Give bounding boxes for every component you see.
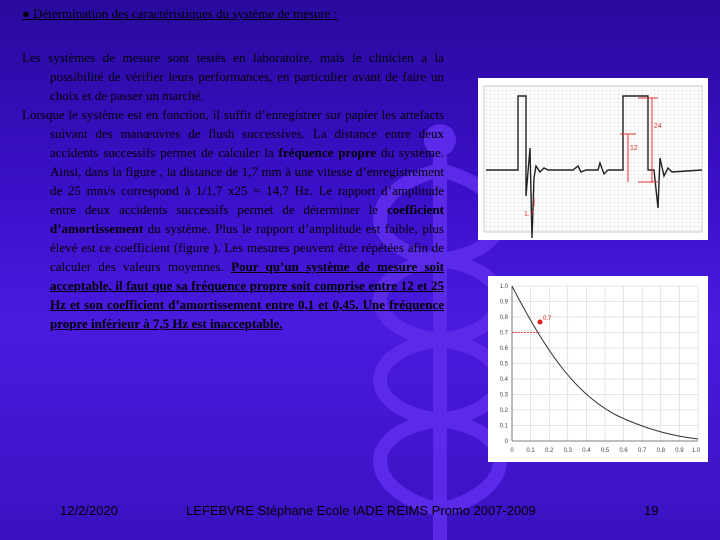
slide-body — [22, 48, 444, 333]
label-1-7: 1.7 — [524, 211, 534, 218]
term-natural-frequency: fréquence propre — [278, 145, 377, 160]
y-tick-0-1: 0.1 — [499, 423, 508, 430]
x-tick-1-0: 1.0 — [691, 448, 701, 454]
term-damping-coefficient: coefficient d’amortissement — [50, 202, 444, 236]
y-tick-0-9: 0.9 — [499, 299, 508, 306]
x-tick-0-9: 0.9 — [675, 448, 684, 454]
marker-point — [538, 320, 543, 325]
footer-date: 12/2/2020 — [60, 503, 118, 518]
y-tick-0: 0 — [504, 439, 508, 445]
y-tick-0-3: 0.3 — [499, 392, 508, 399]
damping-curve-graph — [488, 276, 708, 462]
x-tick-0-7: 0.7 — [638, 448, 647, 454]
y-tick-0-7: 0.7 — [499, 330, 508, 337]
y-tick-0-2: 0.2 — [499, 408, 508, 414]
paragraph-2-text-e: du système. Plus le rapport d’amplitude est faible, plus élevé est ce coefficient (figure ). Les mesures peuvent être répétées afin de calculer des valeurs moyennes. — [50, 221, 444, 274]
x-tick-0-6: 0.6 — [619, 448, 628, 454]
x-tick-0-4: 0.4 — [582, 448, 591, 454]
marker-label: 0.7 — [543, 316, 552, 322]
x-tick-0-2: 0.2 — [545, 448, 554, 454]
paragraph-2 — [22, 105, 444, 333]
label-24: 24 — [654, 123, 662, 130]
y-tick-0-6: 0.6 — [499, 346, 508, 352]
paragraph-1: Les systèmes de mesure sont testés en laboratoire, mais le clinicien a la possibilité de vérifier leurs performances, en particulier avant de faire un choix et de passer un marché. — [22, 50, 444, 103]
label-12: 12 — [630, 145, 638, 152]
x-tick-0: 0 — [510, 448, 514, 454]
footer-page-number: 19 — [644, 503, 659, 518]
y-tick-1-0: 1.0 — [499, 284, 508, 290]
damping-curve-figure — [488, 276, 708, 462]
paragraph-2-text-a: Lorsque le système est en fonction, il suffit d’enregistrer sur papier les artefacts suivant des manœuvres de flush successives. La distance entre deux accidents successifs permet de calculer la — [22, 107, 444, 160]
x-tick-0-1: 0.1 — [526, 448, 535, 454]
flush-test-figure — [478, 78, 708, 240]
x-tick-0-8: 0.8 — [656, 448, 665, 454]
paragraph-2-text-c: du système. Ainsi, dans la figure , la distance de 1,7 mm à une vitesse d’enregistrement de 25 mm/s correspond à 1/1,7 x25 = 14,7 Hz. Le rapport d’amplitude entre deux accidents successifs permet de déterminer le — [50, 145, 444, 217]
acceptance-criteria: Pour qu’un système de mesure soit acceptable, il faut que sa fréquence propre soit comprise entre 12 et 25 Hz et son coefficient d’amortissement entre 0,1 et 0,45. Une fréquence propre inférieur à 7,5 Hz est inacceptable. — [50, 259, 444, 331]
footer-author: LEFEBVRE Stéphane Ecole IADE REIMS Promo 2007-2009 — [186, 503, 536, 518]
y-tick-0-8: 0.8 — [499, 315, 508, 321]
slide-heading: ● Détermination des caractéristiques du système de mesure : — [22, 6, 338, 21]
x-tick-0-5: 0.5 — [600, 448, 610, 454]
y-tick-0-5: 0.5 — [499, 361, 508, 368]
y-tick-0-4: 0.4 — [499, 377, 508, 383]
flush-test-graph — [478, 78, 708, 240]
x-tick-0-3: 0.3 — [563, 448, 572, 454]
